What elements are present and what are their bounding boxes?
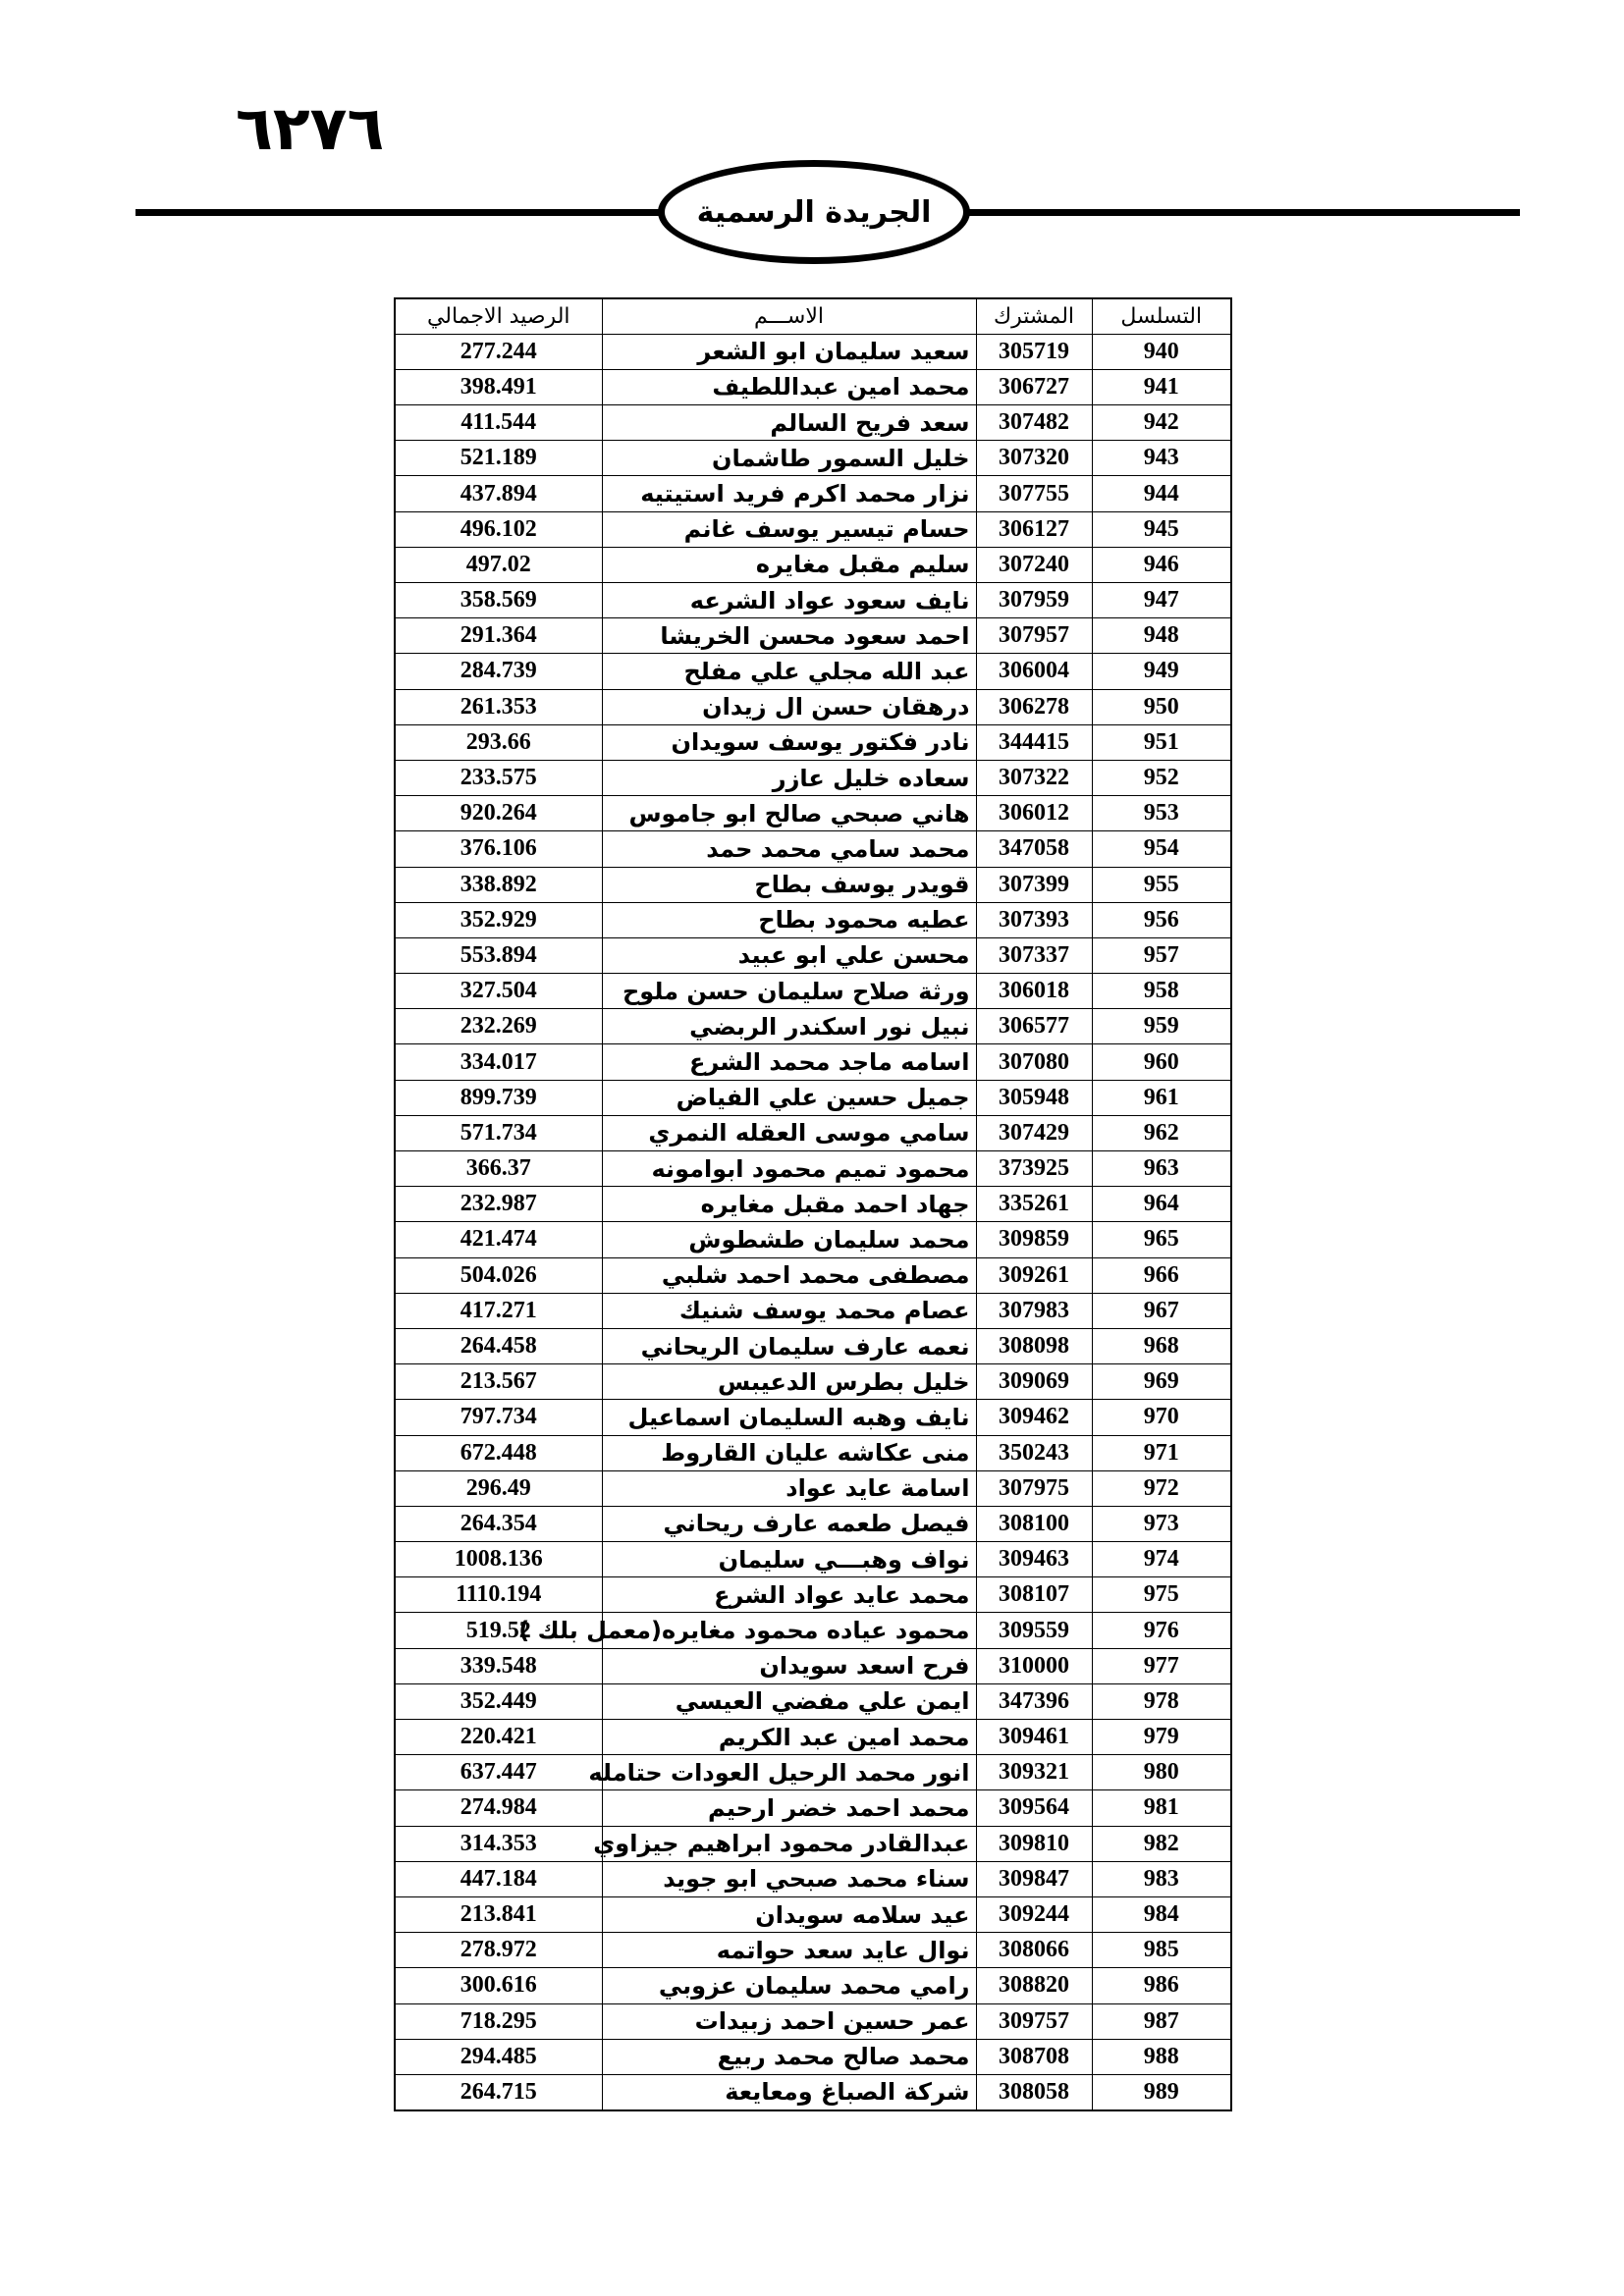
cell-sequence: 969	[1092, 1364, 1231, 1400]
table-row	[395, 1755, 1231, 1790]
cell-name: عبدالقادر محمود ابراهيم جيزاوي	[602, 1826, 976, 1861]
cell-sequence: 941	[1092, 369, 1231, 404]
cell-subscriber: 307482	[976, 405, 1092, 441]
cell-total-balance: 437.894	[395, 476, 602, 511]
cell-total-balance: 899.739	[395, 1080, 602, 1115]
cell-subscriber: 307393	[976, 902, 1092, 937]
cell-name: خليل السمور طاشمان	[602, 441, 976, 476]
cell-name: عبد الله مجلي علي مفلح	[602, 654, 976, 689]
cell-name: محمود تميم محمود ابوامونه	[602, 1151, 976, 1187]
cell-sequence: 974	[1092, 1542, 1231, 1577]
cell-name: انور محمد الرحيل العودات حتامله	[602, 1755, 976, 1790]
cell-total-balance: 672.448	[395, 1435, 602, 1470]
cell-name: احمد سعود محسن الخريشا	[602, 618, 976, 654]
cell-sequence: 989	[1092, 2074, 1231, 2109]
cell-subscriber: 350243	[976, 1435, 1092, 1470]
cell-subscriber: 335261	[976, 1187, 1092, 1222]
cell-name: قويدر يوسف بطاح	[602, 867, 976, 902]
table-row	[395, 369, 1231, 404]
cell-name: محمد امين عبداللطيف	[602, 369, 976, 404]
cell-sequence: 981	[1092, 1790, 1231, 1826]
cell-total-balance: 496.102	[395, 511, 602, 547]
cell-name: نعمه عارف سليمان الريحاني	[602, 1328, 976, 1363]
cell-name: محسن علي ابو عبيد	[602, 937, 976, 973]
cell-subscriber: 309847	[976, 1861, 1092, 1896]
cell-name: سليم مقبل مغايره	[602, 547, 976, 582]
cell-sequence: 975	[1092, 1577, 1231, 1613]
cell-subscriber: 306727	[976, 369, 1092, 404]
cell-name: عمر حسين احمد زبيدات	[602, 2003, 976, 2039]
cell-subscriber: 307399	[976, 867, 1092, 902]
cell-total-balance: 447.184	[395, 1861, 602, 1896]
cell-name: عصام محمد يوسف شنيك	[602, 1293, 976, 1328]
cell-name: سعيد سليمان ابو الشعر	[602, 334, 976, 369]
cell-name: مصطفى محمد احمد شلبي	[602, 1257, 976, 1293]
table-row	[395, 511, 1231, 547]
cell-sequence: 951	[1092, 724, 1231, 760]
table-row	[395, 1683, 1231, 1719]
table-row	[395, 1151, 1231, 1187]
cell-name: ايمن علي مفضي العيسي	[602, 1683, 976, 1719]
cell-subscriber: 310000	[976, 1648, 1092, 1683]
cell-sequence: 948	[1092, 618, 1231, 654]
cell-sequence: 943	[1092, 441, 1231, 476]
cell-sequence: 962	[1092, 1115, 1231, 1150]
cell-name: محمد سامي محمد حمد	[602, 831, 976, 867]
cell-total-balance: 421.474	[395, 1222, 602, 1257]
cell-name: فرح اسعد سويدان	[602, 1648, 976, 1683]
cell-subscriber: 373925	[976, 1151, 1092, 1187]
cell-subscriber: 307429	[976, 1115, 1092, 1150]
cell-sequence: 952	[1092, 760, 1231, 795]
cell-subscriber: 305948	[976, 1080, 1092, 1115]
table-row	[395, 1328, 1231, 1363]
cell-total-balance: 314.353	[395, 1826, 602, 1861]
table-row	[395, 547, 1231, 582]
cell-name: هاني صبحي صالح ابو جاموس	[602, 796, 976, 831]
cell-name: سناء محمد صبحي ابو جويد	[602, 1861, 976, 1896]
table-row	[395, 476, 1231, 511]
cell-subscriber: 307755	[976, 476, 1092, 511]
cell-subscriber: 309069	[976, 1364, 1092, 1400]
cell-name: جميل حسين علي الفياض	[602, 1080, 976, 1115]
cell-sequence: 963	[1092, 1151, 1231, 1187]
cell-total-balance: 1008.136	[395, 1542, 602, 1577]
table-row	[395, 1542, 1231, 1577]
cell-sequence: 955	[1092, 867, 1231, 902]
cell-subscriber: 308098	[976, 1328, 1092, 1363]
cell-sequence: 971	[1092, 1435, 1231, 1470]
cell-total-balance: 300.616	[395, 1968, 602, 2003]
subscriber-balance-table	[394, 297, 1232, 2111]
header-title: الجريدة الرسمية	[696, 194, 932, 230]
table-row	[395, 831, 1231, 867]
table-row	[395, 405, 1231, 441]
cell-total-balance: 797.734	[395, 1400, 602, 1435]
cell-subscriber: 306577	[976, 1009, 1092, 1044]
cell-subscriber: 347396	[976, 1683, 1092, 1719]
cell-sequence: 960	[1092, 1044, 1231, 1080]
table-row	[395, 1968, 1231, 2003]
table-row	[395, 1187, 1231, 1222]
cell-total-balance: 417.271	[395, 1293, 602, 1328]
cell-subscriber: 344415	[976, 724, 1092, 760]
table-row	[395, 654, 1231, 689]
cell-total-balance: 920.264	[395, 796, 602, 831]
cell-total-balance: 352.449	[395, 1683, 602, 1719]
table-row	[395, 1044, 1231, 1080]
cell-subscriber: 307959	[976, 583, 1092, 618]
cell-total-balance: 232.269	[395, 1009, 602, 1044]
cell-sequence: 968	[1092, 1328, 1231, 1363]
cell-name: محمد احمد خضر ارحيم	[602, 1790, 976, 1826]
cell-name: محمد عايد عواد الشرع	[602, 1577, 976, 1613]
cell-subscriber: 306127	[976, 511, 1092, 547]
cell-total-balance: 232.987	[395, 1187, 602, 1222]
cell-subscriber: 307240	[976, 547, 1092, 582]
cell-name: درهقان حسن ال زيدان	[602, 689, 976, 724]
table-row	[395, 1506, 1231, 1541]
cell-name: نايف وهبه السليمان اسماعيل	[602, 1400, 976, 1435]
cell-subscriber: 307080	[976, 1044, 1092, 1080]
cell-total-balance: 233.575	[395, 760, 602, 795]
cell-sequence: 970	[1092, 1400, 1231, 1435]
cell-total-balance: 261.353	[395, 689, 602, 724]
cell-total-balance: 264.715	[395, 2074, 602, 2109]
cell-sequence: 987	[1092, 2003, 1231, 2039]
cell-name: ورثة صلاح سليمان حسن ملوح	[602, 974, 976, 1009]
cell-total-balance: 291.364	[395, 618, 602, 654]
cell-total-balance: 637.447	[395, 1755, 602, 1790]
column-header-name: الاســـم	[602, 298, 976, 334]
table-row	[395, 760, 1231, 795]
cell-sequence: 976	[1092, 1613, 1231, 1648]
table-row	[395, 1009, 1231, 1044]
cell-sequence: 958	[1092, 974, 1231, 1009]
cell-sequence: 986	[1092, 1968, 1231, 2003]
table-row	[395, 1577, 1231, 1613]
cell-sequence: 977	[1092, 1648, 1231, 1683]
table-row	[395, 1080, 1231, 1115]
cell-total-balance: 504.026	[395, 1257, 602, 1293]
cell-subscriber: 309463	[976, 1542, 1092, 1577]
cell-name: محمد سليمان طشطوش	[602, 1222, 976, 1257]
page-number: ٦٢٧٦	[236, 92, 385, 164]
table-row	[395, 1435, 1231, 1470]
cell-sequence: 942	[1092, 405, 1231, 441]
cell-sequence: 983	[1092, 1861, 1231, 1896]
table-row	[395, 618, 1231, 654]
table-row	[395, 1222, 1231, 1257]
column-header-total-balance: الرصيد الاجمالي	[395, 298, 602, 334]
table-row	[395, 1720, 1231, 1755]
cell-subscriber: 309564	[976, 1790, 1092, 1826]
table-row	[395, 1400, 1231, 1435]
cell-sequence: 985	[1092, 1933, 1231, 1968]
cell-subscriber: 306018	[976, 974, 1092, 1009]
table-row	[395, 1790, 1231, 1826]
cell-total-balance: 339.548	[395, 1648, 602, 1683]
table-row	[395, 867, 1231, 902]
cell-subscriber: 308100	[976, 1506, 1092, 1541]
cell-subscriber: 308708	[976, 2039, 1092, 2074]
cell-subscriber: 309261	[976, 1257, 1092, 1293]
table-row	[395, 2003, 1231, 2039]
cell-total-balance: 294.485	[395, 2039, 602, 2074]
column-header-sequence: التسلسل	[1092, 298, 1231, 334]
cell-sequence: 967	[1092, 1293, 1231, 1328]
cell-sequence: 980	[1092, 1755, 1231, 1790]
table-row	[395, 1933, 1231, 1968]
table-row	[395, 1293, 1231, 1328]
cell-name: عيد سلامه سويدان	[602, 1896, 976, 1932]
cell-total-balance: 1110.194	[395, 1577, 602, 1613]
cell-name: فيصل طعمه عارف ريحاني	[602, 1506, 976, 1541]
cell-name: اسامة عايد عواد	[602, 1470, 976, 1506]
cell-subscriber: 307975	[976, 1470, 1092, 1506]
cell-name: سعد فريح السالم	[602, 405, 976, 441]
cell-total-balance: 718.295	[395, 2003, 602, 2039]
cell-name: سامي موسى العقله النمري	[602, 1115, 976, 1150]
cell-name: عطيه محمود بطاح	[602, 902, 976, 937]
table-row	[395, 902, 1231, 937]
cell-name: محمد امين عبد الكريم	[602, 1720, 976, 1755]
cell-sequence: 965	[1092, 1222, 1231, 1257]
cell-sequence: 982	[1092, 1826, 1231, 1861]
cell-name: حسام تيسير يوسف غانم	[602, 511, 976, 547]
cell-sequence: 944	[1092, 476, 1231, 511]
table-row	[395, 1115, 1231, 1150]
cell-name: منى عكاشه عليان القاروط	[602, 1435, 976, 1470]
cell-total-balance: 284.739	[395, 654, 602, 689]
cell-subscriber: 308820	[976, 1968, 1092, 2003]
cell-sequence: 966	[1092, 1257, 1231, 1293]
column-header-subscriber: المشترك	[976, 298, 1092, 334]
cell-name: رامي محمد سليمان عزوبي	[602, 1968, 976, 2003]
cell-total-balance: 296.49	[395, 1470, 602, 1506]
cell-total-balance: 497.02	[395, 547, 602, 582]
table-body	[395, 334, 1231, 2109]
cell-sequence: 957	[1092, 937, 1231, 973]
cell-subscriber: 306278	[976, 689, 1092, 724]
table-row	[395, 583, 1231, 618]
cell-subscriber: 307320	[976, 441, 1092, 476]
cell-subscriber: 309810	[976, 1826, 1092, 1861]
cell-total-balance: 278.972	[395, 1933, 602, 1968]
cell-name: شركة الصباغ ومعايعة	[602, 2074, 976, 2109]
table-row	[395, 1613, 1231, 1648]
table-row	[395, 2039, 1231, 2074]
cell-name: محمود عياده محمود مغايره(معمل بلك )	[602, 1613, 976, 1648]
header-oval	[658, 160, 970, 264]
cell-sequence: 946	[1092, 547, 1231, 582]
table-row	[395, 1826, 1231, 1861]
cell-subscriber: 309462	[976, 1400, 1092, 1435]
cell-subscriber: 308058	[976, 2074, 1092, 2109]
cell-name: نبيل نور اسكندر الربضي	[602, 1009, 976, 1044]
cell-sequence: 947	[1092, 583, 1231, 618]
cell-total-balance: 213.567	[395, 1364, 602, 1400]
cell-subscriber: 347058	[976, 831, 1092, 867]
cell-total-balance: 274.984	[395, 1790, 602, 1826]
cell-subscriber: 306012	[976, 796, 1092, 831]
cell-name: نايف سعود عواد الشرعه	[602, 583, 976, 618]
cell-sequence: 972	[1092, 1470, 1231, 1506]
table-row	[395, 1470, 1231, 1506]
cell-total-balance: 398.491	[395, 369, 602, 404]
table-row	[395, 441, 1231, 476]
table-row	[395, 937, 1231, 973]
cell-subscriber: 308066	[976, 1933, 1092, 1968]
cell-sequence: 961	[1092, 1080, 1231, 1115]
cell-sequence: 940	[1092, 334, 1231, 369]
cell-sequence: 956	[1092, 902, 1231, 937]
table-row	[395, 796, 1231, 831]
cell-sequence: 953	[1092, 796, 1231, 831]
cell-total-balance: 338.892	[395, 867, 602, 902]
table-row	[395, 689, 1231, 724]
cell-name: نزار محمد اكرم فريد استيتيه	[602, 476, 976, 511]
cell-name: نواف وهبـــي سليمان	[602, 1542, 976, 1577]
cell-total-balance: 213.841	[395, 1896, 602, 1932]
cell-total-balance: 521.189	[395, 441, 602, 476]
cell-subscriber: 306004	[976, 654, 1092, 689]
cell-subscriber: 307983	[976, 1293, 1092, 1328]
cell-total-balance: 376.106	[395, 831, 602, 867]
cell-name: جهاد احمد مقبل مغايره	[602, 1187, 976, 1222]
cell-total-balance: 571.734	[395, 1115, 602, 1150]
cell-name: خليل بطرس الدعيبس	[602, 1364, 976, 1400]
table-row	[395, 1896, 1231, 1932]
cell-sequence: 950	[1092, 689, 1231, 724]
cell-subscriber: 309461	[976, 1720, 1092, 1755]
cell-total-balance: 220.421	[395, 1720, 602, 1755]
table-row	[395, 1648, 1231, 1683]
cell-total-balance: 264.354	[395, 1506, 602, 1541]
table-header-row	[395, 298, 1231, 334]
cell-subscriber: 309757	[976, 2003, 1092, 2039]
cell-subscriber: 309321	[976, 1755, 1092, 1790]
cell-sequence: 979	[1092, 1720, 1231, 1755]
cell-total-balance: 553.894	[395, 937, 602, 973]
cell-sequence: 959	[1092, 1009, 1231, 1044]
cell-sequence: 978	[1092, 1683, 1231, 1719]
cell-name: محمد صالح محمد ربيع	[602, 2039, 976, 2074]
table-row	[395, 1364, 1231, 1400]
table-row	[395, 974, 1231, 1009]
table-row	[395, 1257, 1231, 1293]
cell-name: اسامه ماجد محمد الشرع	[602, 1044, 976, 1080]
table-row	[395, 334, 1231, 369]
cell-total-balance: 411.544	[395, 405, 602, 441]
cell-total-balance: 264.458	[395, 1328, 602, 1363]
cell-subscriber: 309559	[976, 1613, 1092, 1648]
cell-sequence: 945	[1092, 511, 1231, 547]
table-row	[395, 2074, 1231, 2109]
cell-total-balance: 366.37	[395, 1151, 602, 1187]
cell-sequence: 988	[1092, 2039, 1231, 2074]
cell-total-balance: 358.569	[395, 583, 602, 618]
cell-name: نادر فكتور يوسف سويدان	[602, 724, 976, 760]
cell-sequence: 973	[1092, 1506, 1231, 1541]
table-row	[395, 1861, 1231, 1896]
cell-subscriber: 307337	[976, 937, 1092, 973]
cell-total-balance: 327.504	[395, 974, 602, 1009]
cell-name: سعاده خليل عازر	[602, 760, 976, 795]
cell-total-balance: 277.244	[395, 334, 602, 369]
cell-subscriber: 305719	[976, 334, 1092, 369]
cell-subscriber: 309859	[976, 1222, 1092, 1257]
cell-subscriber: 307322	[976, 760, 1092, 795]
cell-total-balance: 519.52	[395, 1613, 602, 1648]
cell-total-balance: 334.017	[395, 1044, 602, 1080]
cell-name: نوال عايد سعد حواتمه	[602, 1933, 976, 1968]
cell-sequence: 949	[1092, 654, 1231, 689]
cell-subscriber: 308107	[976, 1577, 1092, 1613]
cell-total-balance: 293.66	[395, 724, 602, 760]
cell-subscriber: 307957	[976, 618, 1092, 654]
table-row	[395, 724, 1231, 760]
cell-sequence: 964	[1092, 1187, 1231, 1222]
cell-sequence: 954	[1092, 831, 1231, 867]
cell-sequence: 984	[1092, 1896, 1231, 1932]
cell-subscriber: 309244	[976, 1896, 1092, 1932]
cell-total-balance: 352.929	[395, 902, 602, 937]
